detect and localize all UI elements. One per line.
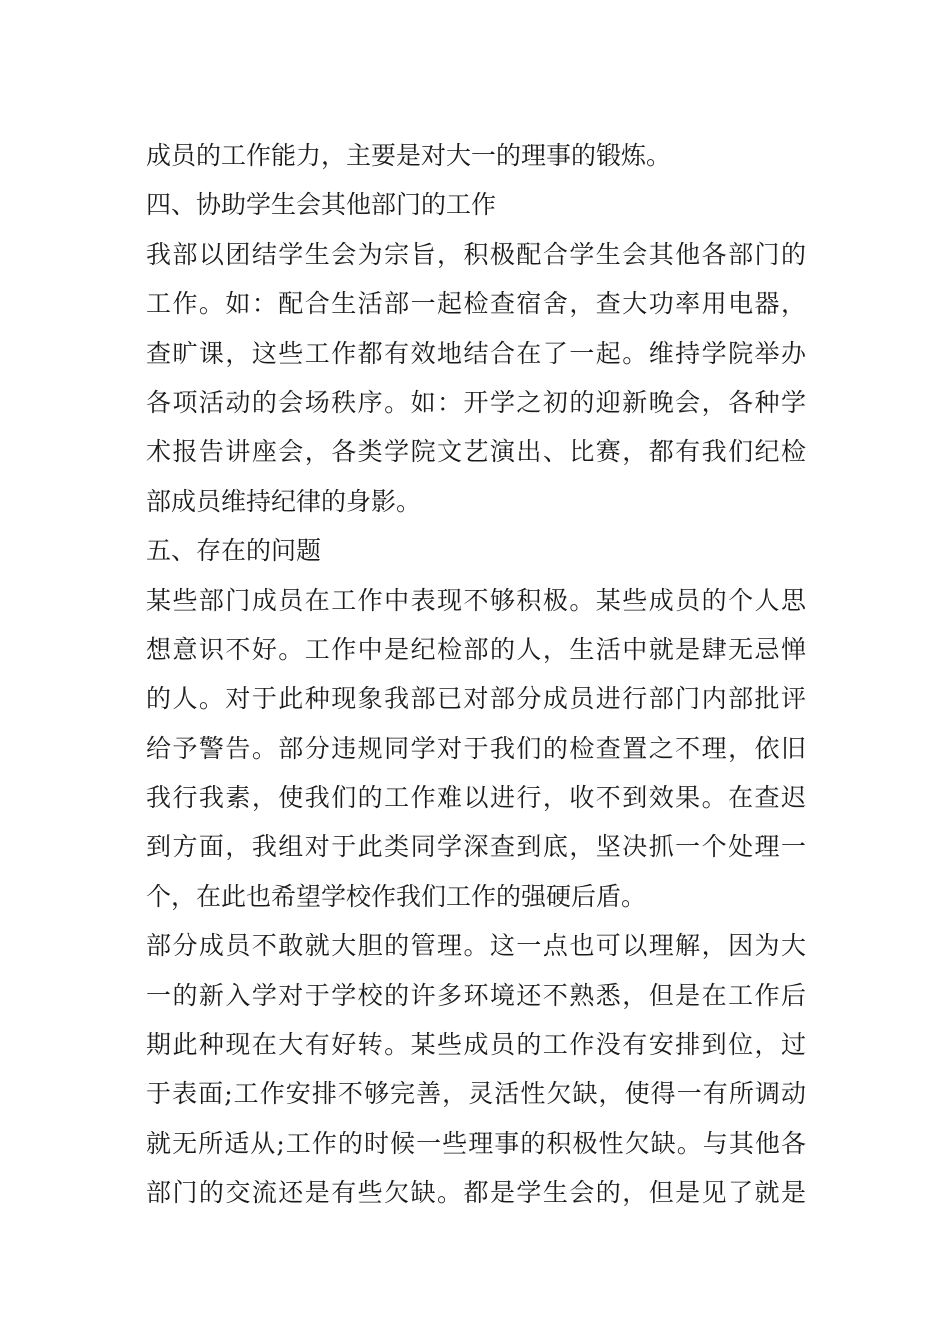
text-line: 查旷课，这些工作都有效地结合在了一起。维持学院举办 [146, 338, 806, 368]
text-line: 就无所适从;工作的时候一些理事的积极性欠缺。与其他各 [146, 1128, 806, 1158]
text-line: 五、存在的问题 [146, 536, 322, 566]
text-line: 个，在此也希望学校作我们工作的强硬后盾。 [146, 881, 647, 911]
text-line: 期此种现在大有好转。某些成员的工作没有安排到位，过 [146, 1030, 806, 1060]
text-line: 部门的交流还是有些欠缺。都是学生会的，但是见了就是 [146, 1178, 806, 1208]
text-line: 的人。对于此种现象我部已对部分成员进行部门内部批评 [146, 684, 806, 714]
text-line: 各项活动的会场秩序。如：开学之初的迎新晚会，各种学 [146, 387, 806, 417]
text-line: 一的新入学对于学校的许多环境还不熟悉，但是在工作后 [146, 980, 806, 1010]
text-line: 给予警告。部分违规同学对于我们的检查置之不理，依旧 [146, 733, 806, 763]
text-line: 工作。如：配合生活部一起检查宿舍，查大功率用电器， [146, 289, 806, 319]
text-line: 部分成员不敢就大胆的管理。这一点也可以理解，因为大 [146, 931, 806, 961]
text-line: 某些部门成员在工作中表现不够积极。某些成员的个人思 [146, 585, 806, 615]
text-line: 成员的工作能力，主要是对大一的理事的锻炼。 [146, 141, 672, 170]
text-line: 部成员维持纪律的身影。 [146, 486, 422, 516]
document-body [146, 131, 806, 1218]
text-line: 术报告讲座会，各类学院文艺演出、比赛，都有我们纪检 [146, 437, 806, 467]
text-line: 四、协助学生会其他部门的工作 [146, 190, 497, 220]
text-line: 我部以团结学生会为宗旨，积极配合学生会其他各部门的 [146, 239, 806, 269]
text-line: 于表面;工作安排不够完善，灵活性欠缺，使得一有所调动 [146, 1079, 806, 1109]
text-line: 想意识不好。工作中是纪检部的人，生活中就是肆无忌惮 [146, 634, 806, 664]
text-line: 到方面，我组对于此类同学深查到底，坚决抓一个处理一 [146, 832, 806, 862]
text-line: 我行我素，使我们的工作难以进行，收不到效果。在查迟 [146, 783, 806, 813]
